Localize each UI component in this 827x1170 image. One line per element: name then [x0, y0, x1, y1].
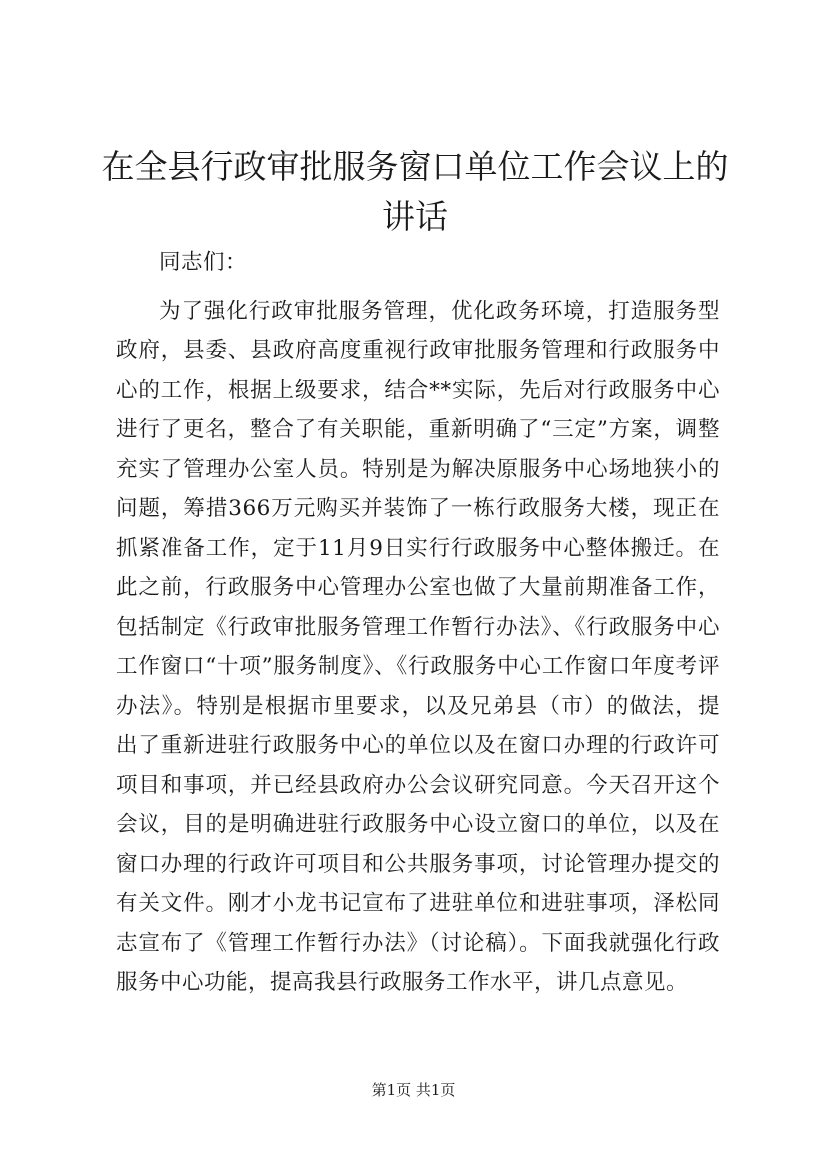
page-footer: 第1页 共1页 — [371, 1081, 456, 1099]
salutation: 同志们： — [159, 250, 248, 275]
body-paragraph: 为了强化行政审批服务管理，优化政务环境，打造服务型政府，县委、县政府高度重视行政审批服务管理和行政服务中心的工作，根据上级要求，结合**实际，先后对行政服务中心进行了更名，整合了有关职能，重新明确了“三定”方案，调整充实了管理办公室人员。特别是为解决原服务中心场地狭小的问题，筹措366万元购买并装饰了一栋行政服务大楼，现正在抓紧准备工作，定于11月9日实行行政服务中心整体搬迁。在此之前，行政服务中心管理办公室也做了大量前期准备工作，包括制定《行政审批服务管理工作暂行办法》、《行政服务中心工作窗口“十项”服务制度》、《行政服务中心工作窗口年度考评办法》。特别是根据市里要求，以及兄弟县（市）的做法，提出了重新进驻行政服务中心的单位以及在窗口办理的行政许可项目和事项，并已经县政府办公会议研究同意。今天召开这个会议，目的是明确进驻行政服务中心设立窗口的单位，以及在窗口办理的行政许可项目和公共服务事项，讨论管理办提交的有关文件。刚才小龙书记宣布了进驻单位和进驻事项，泽松同志宣布了《管理工作暂行办法》（讨论稿）。下面我就强化行政服务中心功能，提高我县行政服务工作水平，讲几点意见。 — [116, 298, 720, 995]
document-title: 在全县行政审批服务窗口单位工作会议上的讲话 — [101, 147, 729, 236]
document-body — [116, 243, 720, 1003]
